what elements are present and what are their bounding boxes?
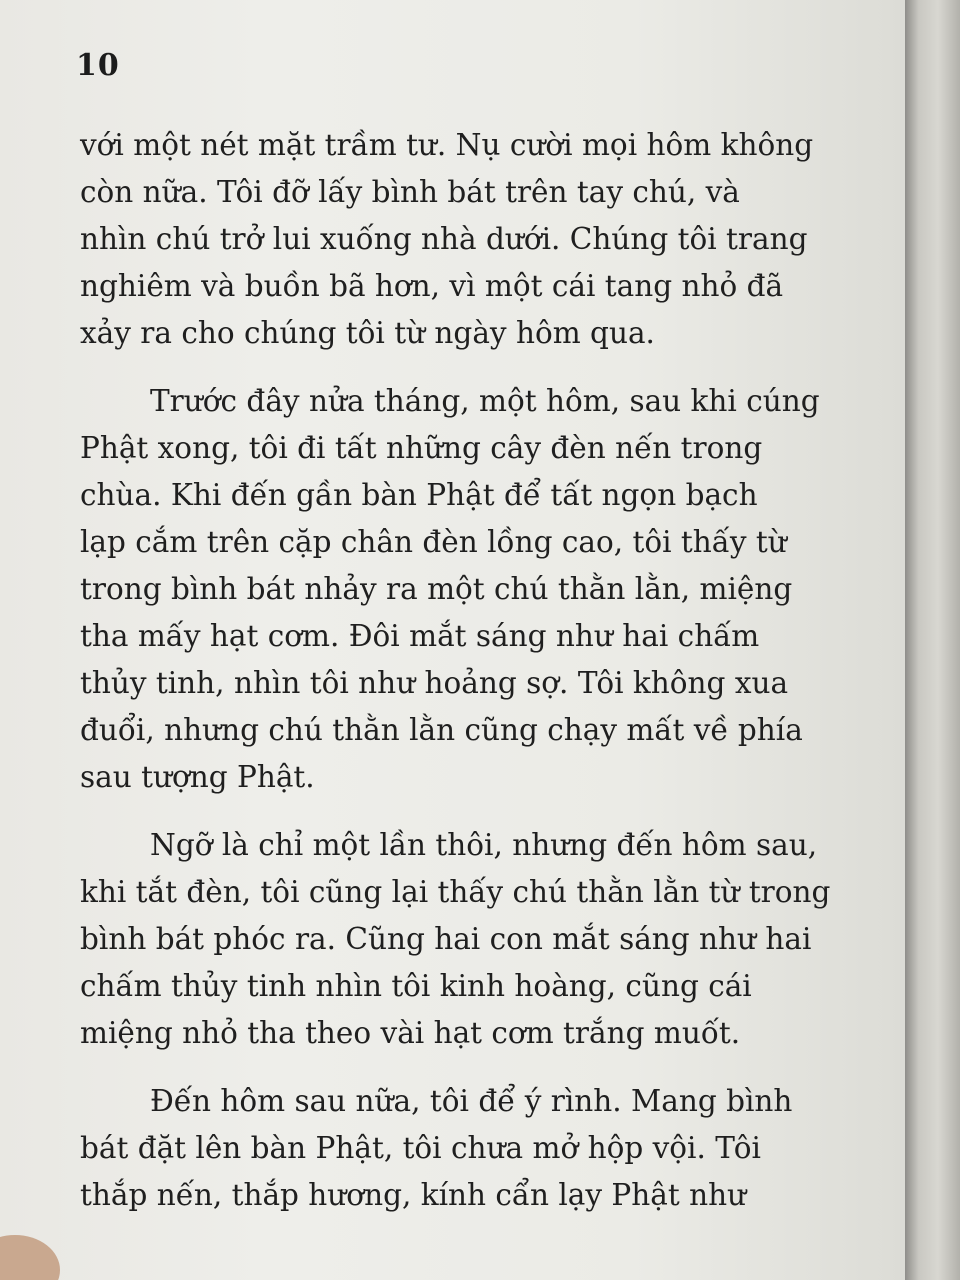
text-line: nghiêm và buồn bã hơn, vì một cái tang nhỏ đã [80, 269, 784, 303]
text-line: Đến hôm sau nữa, tôi để ý rình. Mang bình [150, 1084, 793, 1118]
text-line: thắp nến, thắp hương, kính cẩn lạy Phật như [80, 1178, 747, 1212]
thumb [0, 1235, 60, 1280]
text-line: tha mấy hạt cơm. Đôi mắt sáng như hai chấm [80, 619, 760, 653]
text-line: lạp cắm trên cặp chân đèn lồng cao, tôi thấy từ [80, 525, 787, 559]
text-line: nhìn chú trở lui xuống nhà dưới. Chúng tôi trang [80, 222, 808, 256]
text-line: Trước đây nửa tháng, một hôm, sau khi cúng [150, 384, 820, 418]
text-line: với một nét mặt trầm tư. Nụ cười mọi hôm không [80, 128, 814, 162]
paragraph [80, 378, 870, 801]
text-line: chấm thủy tinh nhìn tôi kinh hoàng, cũng cái [80, 969, 752, 1003]
text-line: thủy tinh, nhìn tôi như hoảng sợ. Tôi không xua [80, 666, 789, 700]
page-number: 10 [76, 48, 120, 83]
text-line: chùa. Khi đến gần bàn Phật để tất ngọn bạch [80, 478, 758, 512]
text-line: xảy ra cho chúng tôi từ ngày hôm qua. [80, 316, 655, 350]
text-line: Ngỡ là chỉ một lần thôi, nhưng đến hôm sau, [150, 828, 818, 862]
text-line: bát đặt lên bàn Phật, tôi chưa mở hộp vội. Tôi [80, 1131, 761, 1165]
paragraph [80, 1078, 870, 1219]
text-line: khi tắt đèn, tôi cũng lại thấy chú thằn lằn từ trong [80, 875, 831, 909]
paragraph [80, 822, 870, 1057]
text-line: Phật xong, tôi đi tất những cây đèn nến trong [80, 431, 763, 465]
text-line: sau tượng Phật. [80, 760, 315, 794]
body-text [80, 122, 870, 1240]
paragraph [80, 122, 870, 357]
text-line: đuổi, nhưng chú thằn lằn cũng chạy mất về phía [80, 713, 803, 747]
book-spine [905, 0, 960, 1280]
text-line: còn nữa. Tôi đỡ lấy bình bát trên tay chú, và [80, 175, 740, 209]
text-line: bình bát phóc ra. Cũng hai con mắt sáng như hai [80, 922, 812, 956]
text-line: trong bình bát nhảy ra một chú thằn lằn, miệng [80, 572, 793, 606]
text-line: miệng nhỏ tha theo vài hạt cơm trắng muốt. [80, 1016, 741, 1050]
